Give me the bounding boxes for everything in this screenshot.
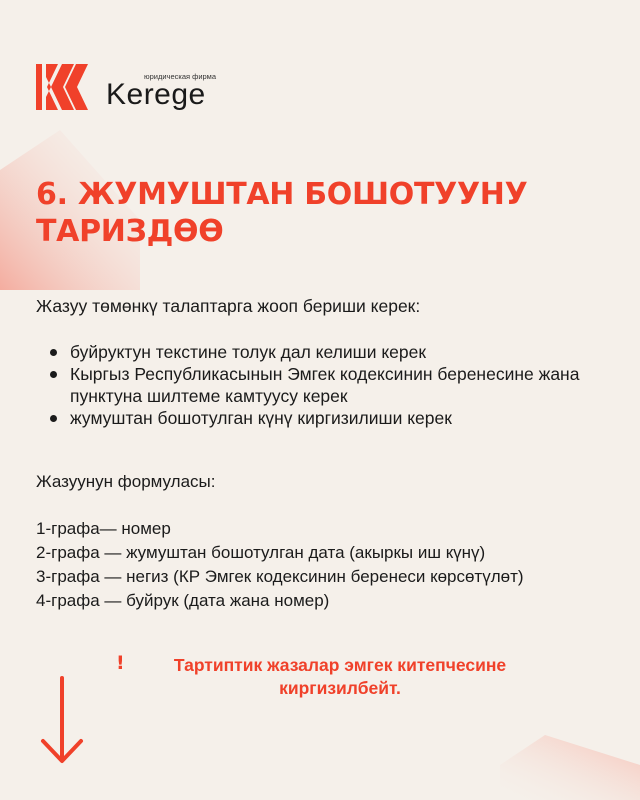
page-title — [36, 176, 606, 250]
column-line: 4-графа — буйрук (дата жана номер) — [36, 591, 330, 610]
arrow-down-icon — [38, 676, 86, 766]
intro-text: Жазуу төмөнкү талаптарга жооп бериши керек: — [36, 296, 421, 316]
column-line: 1-графа— номер — [36, 519, 171, 538]
columns-list — [36, 517, 626, 613]
column-line: 3-графа — негиз (КР Эмгек кодексинин беренеси көрсөтүлөт) — [36, 567, 524, 586]
formula-heading: Жазуунун формуласы: — [36, 472, 216, 491]
brand-subtitle: юридическая фирма — [144, 72, 217, 81]
title-line-1: 6. ЖУМУШТАН БОШОТУУНУ — [36, 177, 528, 212]
list-item: буйруктун текстине толук дал келиши керек — [36, 341, 616, 363]
warning-note: Тартиптик жазалар эмгек китепчесине киргизилбейт. — [173, 655, 507, 698]
list-item: жумуштан бошотулган күнү киргизилиши керек — [36, 407, 616, 429]
requirements-list — [36, 341, 616, 429]
exclamation-icon: ! — [116, 652, 125, 674]
brand-logo — [36, 64, 236, 114]
decorative-corner-shape-bottom — [500, 735, 640, 800]
brand-name: Kerege — [106, 78, 206, 111]
title-line-2: ТАРИЗДӨӨ — [36, 214, 224, 249]
list-item: Кыргыз Республикасынын Эмгек кодексинин беренесине жана пунктуна шилтеме камтуусу керек — [36, 363, 616, 407]
double-chevron-logo-icon — [36, 64, 88, 110]
column-line: 2-графа — жумуштан бошотулган дата (акыркы иш күнү) — [36, 543, 486, 562]
